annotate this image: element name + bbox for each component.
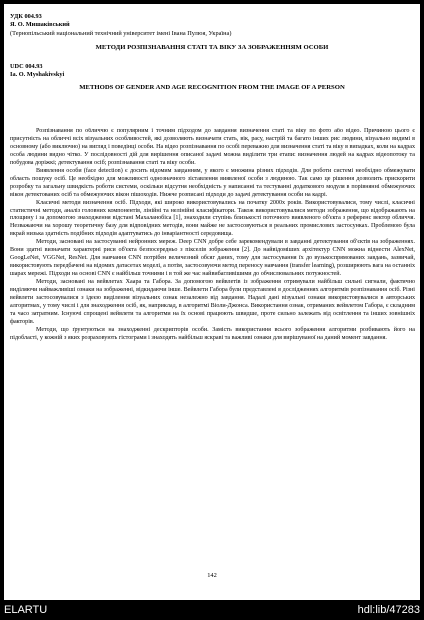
affiliation-uk: (Тернопільський національний технічний університет імені Івана Пулюя, Україна) — [10, 30, 232, 37]
paragraph-face-detection: Виявлення особи (face detection) є досить відомим завданням, у якого є множина різних підходів. Для роботи системі необхідно обмежувати область пошуку осіб. Це необхідно для можливості однозначного зіставлення виявленої особи з людиною. Так само це рішення дозволить прискорити розробку та загальну швидкість роботи системи, оскільки відсутня необхідність у написанні та тестуванні додаткового модуля в порівнянні обмежуючих вікон детектованих осіб та обмежуючих вікон пішоходів. Нижче розписані підходи до задачі детектування особи на кадрі. — [10, 167, 415, 198]
udc-uk: УДК 004.93 — [10, 13, 42, 20]
title-uk: МЕТОДИ РОЗПІЗНАВАННЯ СТАТІ ТА ВІКУ ЗА ЗОБРАЖЕННЯМ ОСОБИ — [95, 44, 329, 51]
paragraph-neural-methods: Методи, засновані на застосуванні нейронних мереж. Deep CNN добре себе зарекомендували в завданні детектування об'єктів на зображеннях. Вони здатні визначати характерні риси об'єкта безпосередньо з пікселів зображення [2]. До найвідоміших архітектур CNN можна віднести AlexNet, GoogLeNet, VGGNet, ResNet. Для навчання CNN потрібен величезний обсяг даних, тому для застосування їх до вузькоспрямованих завдань, зазвичай, використовують передбачені на відомих датасетах моделі, а потім, застосовуючи метод переносу навчання (transfer learning), розширюють вага на останніх шарах мережі. Підходи на основі CNN є найбільш точними і в той же час найвибагливішими до обчислювальних потужностей. — [10, 239, 415, 278]
title-en: METHODS OF GENDER AND AGE RECOGNITION FROM THE IMAGE OF A PERSON — [79, 84, 345, 91]
handle-id: hdl:lib/47283 — [357, 604, 420, 616]
paragraph-intro: Розпізнавання по обличчю є популярним і точним підходом до завдання визначення статі та віку по фото або відео. Причиною цього є присутність на обличчі всіх візуальних особливостей, які дозволяють визначати стать, вік, расу, настрій та багато інших рис людини, візуально видимі в основному (або виключно) на вигляд і поведінці особи. На відео розпізнавання по особі переважно для визначення статі та віку в випадках, коли на кадрах особа людини видно чітко. У послідовності дій для вирішення описаної задачі можна виділити три етапи: визначення людей на кадрах відеопотоку та побудова доріжкі; детектування осіб; розпізнавання статі та віку особи. — [10, 128, 415, 166]
paragraph-classic-methods: Класичні методи визначення осіб. Підходи, які широко використовувались на початку 2000х років. Використовувалися, тому числі, класичні статистичні методи, аналіз головних компонентів, лінійні та нелінійні класифікатори. Також використовувалися методи зображення, що відображають на площину і за допомогою знаходження відстані Махаланобіса [1], знаходили ступінь близькості поточного виявленого об'єкта з референс вектор обличчя. Незважаючи на хорошу теоретичну базу для відповідних методів, вони майже не застосовуються в реальних промислових застосунках. Проблемою була вкрай низька здатність подібних підходів адаптуватись до інваріантності середовища. — [10, 199, 415, 238]
udc-en: UDC 004.93 — [10, 63, 43, 70]
page-number: 142 — [207, 572, 217, 579]
author-uk: Я. О. Мишаківський — [10, 21, 70, 28]
document-page — [4, 4, 420, 600]
article-body — [10, 128, 415, 572]
paragraph-wavelet-methods: Методи, засновані на вейвлетах Хаара та Габора. За допомогою вейвлетів із зображення отримували найбільш сильні сигнали, фактично виділяючи найважливіші ознаки на зображенні, відкидаючи інше. Вейвлети Габора були представлені в дослідженнях алгоритмів розпізнавання осіб. Різні вейвлети застосовувалися з ідеєю виділення візуальних ознак незалежно від завдання. Надалі дані візуальні ознаки використовувалися в авторських алгоритмах, у тому числі і для знаходження осіб, як, наприклад, в алгоритмі Віоли-Джонса. Використання ознак, отриманих вейвлетом Габора, є складним та часо затратним. Існуючі спрощені вейвлети та алгоритми на їх основі працюють швидше, проте сильно залежать від освітлення та інших зовнішніх факторів. — [10, 279, 415, 325]
repository-footer — [0, 600, 424, 620]
repository-name: ELARTU — [4, 604, 48, 616]
paragraph-descriptor-methods: Методи, що ґрунтуються на знаходженні дескрипторів особи. Замість використання всього зображення алгоритми розбивають його на підобласті, у кожній з яких розраховують гістограми і знаходять найбільш яскраві та важливі ознаки для вирішуваної на даний момент завдання. — [10, 326, 415, 341]
author-en: Ia. O. Myshakivskyi — [10, 71, 65, 78]
